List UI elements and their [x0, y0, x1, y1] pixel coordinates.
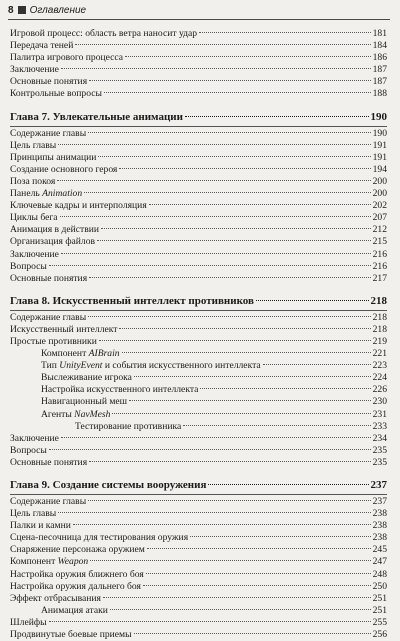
toc-entry[interactable] [10, 508, 387, 520]
toc-entry-title [10, 532, 188, 544]
toc-entry-page-number: 255 [372, 616, 387, 628]
toc-entry-title [10, 457, 87, 469]
toc-entry-title-text: Простые противники [10, 335, 97, 347]
toc-entry-page-number: 234 [372, 432, 387, 444]
dot-leader [88, 500, 370, 501]
toc-entry-title-text: Сцена-песочница для тестирования оружия [10, 532, 189, 544]
toc-entry-page-number: 251 [372, 592, 387, 604]
dot-leader [75, 44, 370, 45]
chapter-heading-rule [10, 494, 387, 495]
toc-entry-page-number: 223 [372, 360, 387, 372]
toc-entry-title-text: Контрольные вопросы [10, 88, 102, 100]
toc-entry[interactable] [10, 52, 387, 64]
toc-entry-title-italic: AIBrain [88, 348, 120, 360]
toc-entry-title [10, 76, 87, 88]
dot-leader [256, 300, 369, 301]
toc-entry[interactable] [10, 249, 387, 261]
toc-entry-page-number: 218 [372, 323, 387, 335]
toc-entry-title [10, 52, 123, 64]
toc-entry-title-text: Компонент [41, 348, 89, 360]
header-rule [8, 19, 390, 20]
toc-entry-title [75, 421, 181, 433]
toc-entry[interactable] [10, 372, 387, 384]
toc-entry-title-text: Продвинутые боевые приемы [10, 629, 132, 641]
toc-entry-title [10, 188, 82, 200]
toc-entry-title-text: Передача теней [10, 40, 74, 52]
toc-entry-title-text: Искусственный интеллект [10, 323, 118, 335]
toc-entry-title [41, 348, 120, 360]
toc-entry-title-text: Тестирование противника [75, 420, 182, 432]
dot-leader [147, 548, 371, 549]
toc-entry-title-text: Принципы анимации [10, 151, 97, 163]
toc-entry-title-text: Настройка искусственного интеллекта [41, 384, 199, 396]
toc-entry-title [10, 212, 58, 224]
toc-entry-title-text: Эффект отбрасывания [10, 592, 101, 604]
toc-entry-title-text: Основные понятия [10, 76, 88, 88]
toc-entry-page-number: 235 [372, 444, 387, 456]
toc-entry-title [10, 508, 56, 520]
toc-entry-page-number: 181 [372, 28, 387, 39]
dot-leader [89, 277, 371, 278]
toc-entry-title [10, 140, 56, 152]
toc-entry-title-text: Вопросы [10, 444, 47, 456]
dot-leader [208, 484, 368, 485]
toc-entry-title [10, 200, 147, 212]
dot-leader [98, 156, 370, 157]
dot-leader [49, 265, 371, 266]
toc-entry-page-number: 250 [372, 580, 387, 592]
dot-leader [49, 449, 371, 450]
dot-leader [119, 328, 370, 329]
dot-leader [101, 228, 371, 229]
toc-entry[interactable] [10, 593, 387, 605]
toc-entry-page-number: 216 [372, 248, 387, 260]
toc-entry[interactable] [10, 629, 387, 641]
toc-entry[interactable] [10, 569, 387, 581]
dot-leader [104, 92, 371, 93]
dot-leader [99, 340, 371, 341]
toc-entry[interactable] [10, 496, 387, 508]
toc-entry-title [41, 605, 108, 617]
dot-leader [149, 204, 371, 205]
toc-entry[interactable] [10, 532, 387, 544]
toc-entry-page-number: 187 [372, 64, 387, 76]
chapter-gap [10, 469, 387, 478]
toc-entry-title [10, 593, 101, 605]
toc-entry-title [41, 409, 110, 421]
toc-entry[interactable] [10, 312, 387, 324]
dot-leader [119, 168, 370, 169]
toc-entry[interactable] [10, 348, 387, 360]
toc-entry-title-text: Палки и камни [10, 520, 71, 532]
toc-entry-title [10, 569, 144, 581]
dot-leader [97, 240, 371, 241]
toc-entry-title [10, 236, 95, 248]
toc-entry-title-text: Настройка оружия дальнего боя [10, 580, 141, 592]
dot-leader [134, 633, 371, 634]
toc-entry-page-number: 224 [372, 372, 387, 384]
toc-entry-page-number: 218 [370, 294, 387, 307]
dot-leader [89, 80, 371, 81]
toc-entry-page-number: 184 [372, 40, 387, 52]
toc-entry[interactable] [10, 556, 387, 568]
toc-entry-title [10, 478, 206, 493]
toc-entry-title [10, 224, 99, 236]
dot-leader [49, 621, 371, 622]
dot-leader [143, 585, 371, 586]
dot-leader [88, 316, 370, 317]
toc-entry[interactable] [10, 40, 387, 52]
toc-entry[interactable] [10, 188, 387, 200]
dot-leader [84, 192, 370, 193]
toc-entry-title-text: Глава 7. Увлекательные анимации [10, 110, 183, 123]
toc-entry-page-number: 226 [372, 384, 387, 396]
toc-entry[interactable] [10, 445, 387, 457]
toc-entry-page-number: 188 [372, 88, 387, 100]
toc-entry-title [10, 433, 59, 445]
toc-entry-title [10, 324, 117, 336]
toc-entry-page-number: 216 [372, 260, 387, 272]
toc-entry-title-text: Вопросы [10, 260, 47, 272]
toc-entry-title [10, 336, 97, 348]
page-number: 8 [8, 4, 14, 16]
toc-entry-title-text: Снаряжение персонажа оружием [10, 544, 145, 556]
dot-leader [90, 560, 370, 561]
toc-entry-title-text: Содержание главы [10, 496, 87, 507]
toc-entry-page-number: 215 [372, 236, 387, 248]
toc-entry[interactable] [10, 457, 387, 469]
toc-entry-title [41, 384, 198, 396]
dot-leader [112, 413, 370, 414]
toc-entry-title-text: Анимация атаки [41, 604, 108, 616]
dot-leader [146, 573, 371, 574]
dot-leader [199, 32, 371, 33]
toc-entry-title-text: Навигационный меш [41, 396, 128, 408]
toc-entry-page-number: 207 [372, 212, 387, 224]
toc-entry-title [10, 40, 73, 52]
toc-entry-page-number: 245 [372, 544, 387, 556]
toc-entry-title-text: Компонент [10, 556, 58, 568]
toc-entry[interactable] [10, 421, 387, 433]
toc-entry[interactable] [10, 581, 387, 593]
toc-entry-title-italic: NavMesh [74, 408, 111, 420]
toc-entry-title-text: Палитра игрового процесса [10, 52, 124, 64]
toc-entry-page-number: 190 [372, 127, 387, 139]
toc-entry-page-number: 217 [372, 272, 387, 284]
toc-entry-page-number: 191 [372, 151, 387, 163]
dot-leader [89, 461, 371, 462]
toc-entry-page-number: 237 [372, 496, 387, 507]
running-title: Оглавление [29, 4, 87, 16]
toc-entry-page-number: 212 [372, 224, 387, 236]
toc-entry[interactable] [10, 261, 387, 273]
toc-entry-title-text: Цель главы [10, 508, 57, 520]
toc-entry[interactable] [10, 273, 387, 285]
toc-entry[interactable] [10, 64, 387, 76]
toc-entry-page-number: 191 [372, 139, 387, 151]
toc-entry-title [10, 496, 86, 508]
toc-entry[interactable] [10, 236, 387, 248]
toc-entry-title-rest: и события искусственного интеллекта [102, 360, 261, 372]
toc-entry[interactable] [10, 128, 387, 140]
toc-entry-title-text: Игровой процесс: область ветра наносит удар [10, 28, 198, 39]
toc-entry-page-number: 200 [372, 175, 387, 187]
toc-chapter-heading[interactable] [10, 110, 387, 125]
dot-leader [200, 388, 370, 389]
dot-leader [61, 253, 371, 254]
toc-entry-title-text: Поза покоя [10, 175, 56, 187]
toc-entry-title [10, 176, 55, 188]
toc-entry-title [10, 152, 96, 164]
toc-entry-title [10, 164, 117, 176]
toc-entry[interactable] [10, 433, 387, 445]
toc-entry-title-italic: Animation [42, 188, 83, 200]
table-of-contents [10, 28, 387, 641]
dot-leader [129, 400, 371, 401]
toc-entry[interactable] [10, 152, 387, 164]
square-marker-icon [18, 6, 26, 14]
toc-entry-title-text: Заключение [10, 432, 59, 444]
dot-leader [183, 425, 370, 426]
toc-entry[interactable] [10, 200, 387, 212]
toc-entry[interactable] [10, 617, 387, 629]
dot-leader [190, 536, 371, 537]
toc-entry-title-text: Шлейфы [10, 616, 47, 628]
chapter-gap [10, 285, 387, 294]
toc-entry-title-text: Агенты [41, 408, 75, 420]
toc-entry-title [41, 372, 132, 384]
toc-entry-page-number: 235 [372, 456, 387, 468]
toc-entry-title-text: Глава 8. Искусственный интеллект противников [10, 294, 254, 307]
toc-entry-title-text: Заключение [10, 64, 59, 76]
toc-chapter-heading[interactable] [10, 478, 387, 493]
toc-entry[interactable] [10, 520, 387, 532]
toc-entry-title-text: Содержание главы [10, 311, 87, 323]
toc-entry-page-number: 237 [370, 479, 387, 491]
toc-entry-title [10, 64, 59, 76]
toc-entry-page-number: 231 [372, 408, 387, 420]
toc-entry-title-italic: UnityEvent [59, 360, 103, 372]
toc-entry-title [10, 128, 86, 140]
toc-entry[interactable] [10, 409, 387, 421]
toc-entry-page-number: 233 [372, 420, 387, 432]
dot-leader [185, 116, 369, 117]
toc-entry-title-text: Циклы бега [10, 212, 58, 224]
toc-entry[interactable] [10, 605, 387, 617]
toc-entry-title-text: Настройка оружия ближнего боя [10, 568, 144, 580]
toc-entry-title [10, 110, 183, 125]
toc-entry-title [10, 28, 197, 40]
toc-entry-page-number: 202 [372, 200, 387, 212]
toc-entry-page-number: 221 [372, 348, 387, 360]
toc-entry-title-text: Цель главы [10, 139, 57, 151]
toc-entry-page-number: 187 [372, 76, 387, 88]
chapter-heading-rule [10, 310, 387, 311]
chapter-heading-rule [10, 126, 387, 127]
toc-entry[interactable] [10, 76, 387, 88]
toc-entry-page-number: 194 [372, 163, 387, 175]
dot-leader [61, 68, 371, 69]
toc-entry-page-number: 218 [372, 311, 387, 323]
toc-entry-title-text: Организация файлов [10, 236, 96, 248]
toc-entry[interactable] [10, 384, 387, 396]
toc-entry-title-text: Панель [10, 188, 43, 200]
toc-entry-title-text: Выслеживание игрока [41, 372, 132, 384]
toc-entry-title [10, 445, 47, 457]
toc-entry-title-italic: Weapon [57, 556, 89, 568]
toc-entry-page-number: 219 [372, 335, 387, 347]
toc-entry[interactable] [10, 224, 387, 236]
toc-entry-title [10, 312, 86, 324]
toc-chapter-heading[interactable] [10, 294, 387, 309]
toc-entry[interactable] [10, 212, 387, 224]
dot-leader [88, 132, 370, 133]
toc-entry-title-text: Ключевые кадры и интерполяция [10, 200, 147, 212]
toc-entry-title [10, 617, 47, 629]
toc-entry-page-number: 190 [370, 110, 387, 123]
toc-entry-title-text: Создание основного героя [10, 163, 118, 175]
chapter-gap [10, 101, 387, 110]
toc-entry-page-number: 186 [372, 52, 387, 64]
dot-leader [60, 216, 371, 217]
toc-entry-title-text: Содержание главы [10, 127, 87, 139]
dot-leader [57, 180, 370, 181]
dot-leader [73, 524, 371, 525]
toc-entry[interactable] [10, 28, 387, 40]
toc-entry-title-text: Основные понятия [10, 456, 88, 468]
toc-entry-title [10, 556, 88, 568]
dot-leader [263, 364, 371, 365]
toc-entry[interactable] [10, 176, 387, 188]
toc-entry-title [10, 544, 145, 556]
dot-leader [125, 56, 371, 57]
toc-entry[interactable] [10, 324, 387, 336]
toc-entry-page-number: 238 [372, 520, 387, 532]
toc-entry-page-number: 248 [372, 568, 387, 580]
dot-leader [58, 144, 370, 145]
toc-entry-page-number: 251 [372, 604, 387, 616]
toc-entry-title-text: Анимация в действии [10, 224, 99, 236]
toc-entry[interactable] [10, 396, 387, 408]
toc-entry-title [10, 249, 59, 261]
toc-entry[interactable] [10, 336, 387, 348]
dot-leader [110, 609, 371, 610]
toc-entry[interactable] [10, 544, 387, 556]
toc-entry-title-text: Глава 9. Создание системы вооружения [10, 479, 207, 491]
toc-entry-page-number: 256 [372, 629, 387, 641]
toc-entry-title [10, 629, 132, 641]
dot-leader [61, 437, 371, 438]
dot-leader [122, 352, 371, 353]
toc-entry-title-text: Заключение [10, 248, 59, 260]
toc-entry-title [10, 261, 47, 273]
toc-entry-page-number: 238 [372, 508, 387, 520]
toc-entry-page-number: 247 [372, 556, 387, 568]
toc-entry[interactable] [10, 88, 387, 100]
running-header [8, 3, 86, 17]
toc-entry[interactable] [10, 164, 387, 176]
toc-entry-title [10, 273, 87, 285]
toc-entry-title [10, 294, 254, 309]
toc-entry[interactable] [10, 360, 387, 372]
toc-entry-page-number: 238 [372, 532, 387, 544]
toc-entry-title-text: Основные понятия [10, 272, 88, 284]
dot-leader [134, 376, 371, 377]
toc-entry[interactable] [10, 140, 387, 152]
toc-entry-page-number: 230 [372, 396, 387, 408]
toc-entry-title [10, 88, 102, 100]
toc-entry-title [41, 396, 127, 408]
toc-entry-title-text: Тип [41, 360, 60, 372]
toc-entry-title [10, 581, 141, 593]
toc-entry-title [41, 360, 261, 372]
toc-entry-title [10, 520, 71, 532]
toc-entry-page-number: 200 [372, 188, 387, 200]
dot-leader [58, 512, 370, 513]
